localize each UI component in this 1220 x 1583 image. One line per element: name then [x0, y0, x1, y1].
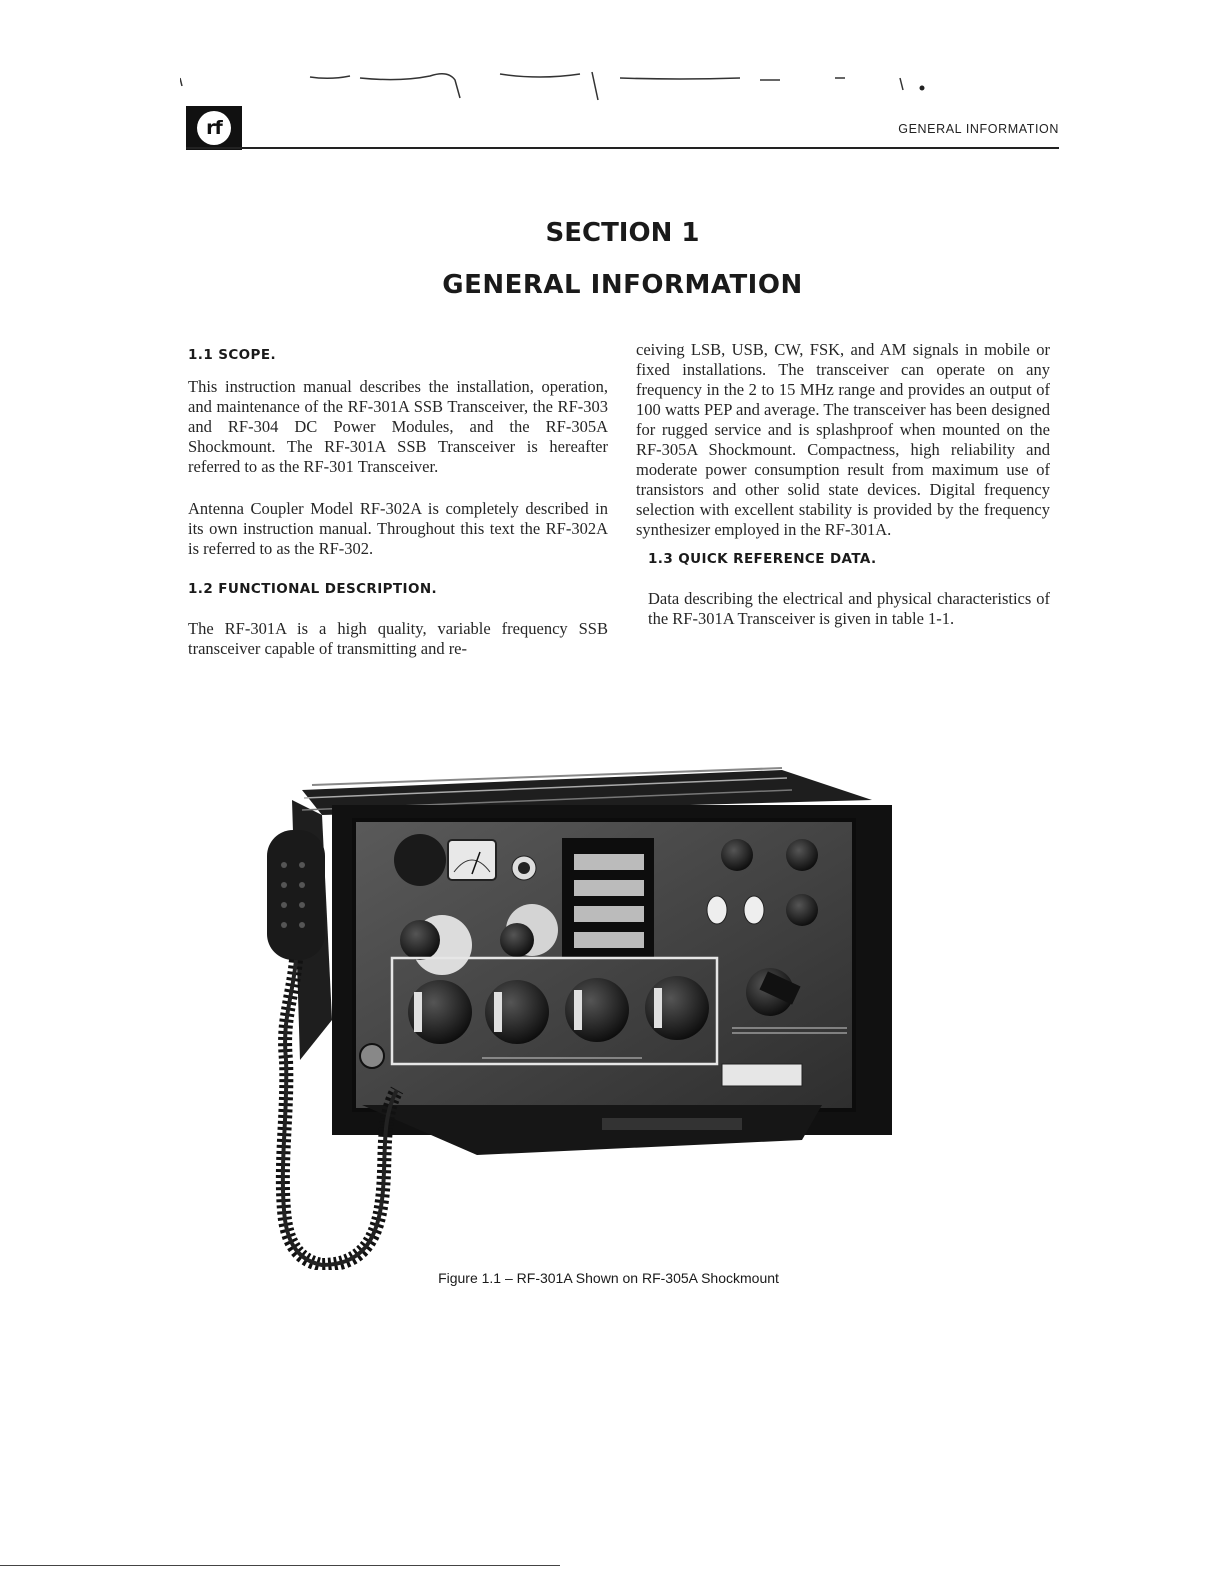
- transceiver-photo: [262, 760, 894, 1270]
- quick-reference-paragraph: Data describing the electrical and physical characteristics of the RF-301A Transceiver is given in table 1-1.: [648, 589, 1050, 628]
- scan-artifacts: [180, 60, 960, 110]
- page-bottom-edge: [0, 1565, 560, 1566]
- quick-reference-heading: 1.3 QUICK REFERENCE DATA.: [648, 551, 877, 567]
- section-number: SECTION 1: [545, 218, 700, 248]
- scope-heading: 1.1 SCOPE.: [188, 347, 276, 363]
- section-title: GENERAL INFORMATION: [442, 270, 803, 300]
- figure-caption: Figure 1.1 – RF-301A Shown on RF-305A Shockmount: [438, 1270, 779, 1286]
- right-column: [636, 340, 1050, 629]
- logo-mark: rf: [197, 111, 231, 145]
- company-logo: [186, 106, 242, 150]
- left-column: [188, 340, 608, 659]
- functional-paragraph-start: The RF-301A is a high quality, variable frequency SSB transceiver capable of transmitting and re-: [188, 619, 608, 658]
- header-rule: [186, 147, 1059, 149]
- running-header: GENERAL INFORMATION: [898, 122, 1059, 136]
- functional-paragraph-continued: ceiving LSB, USB, CW, FSK, and AM signals in mobile or fixed installations. The transceiver can operate on any frequency in the 2 to 15 MHz range and provides an output of 100 watts PEP and average. The transceiver has been designed for rugged service and is splashproof when mounted on the RF-305A Shockmount. Compactness, high reliability and moderate power consumption result from maximum use of transistors and other solid state devices. Digital frequency selection with excellent stability is provided by the frequency synthesizer employed in the RF-301A.: [636, 340, 1050, 539]
- scope-paragraph-1: This instruction manual describes the installation, operation, and maintenance of the RF-301A SSB Transceiver, the RF-303 and RF-304 DC Power Modules, and the RF-305A Shockmount. The RF-301A SSB Transceiver is hereafter referred to as the RF-301 Transceiver.: [188, 377, 608, 476]
- scope-paragraph-2: Antenna Coupler Model RF-302A is completely described in its own instruction manual. Throughout this text the RF-302A is referred to as the RF-302.: [188, 499, 608, 558]
- functional-heading: 1.2 FUNCTIONAL DESCRIPTION.: [188, 581, 438, 597]
